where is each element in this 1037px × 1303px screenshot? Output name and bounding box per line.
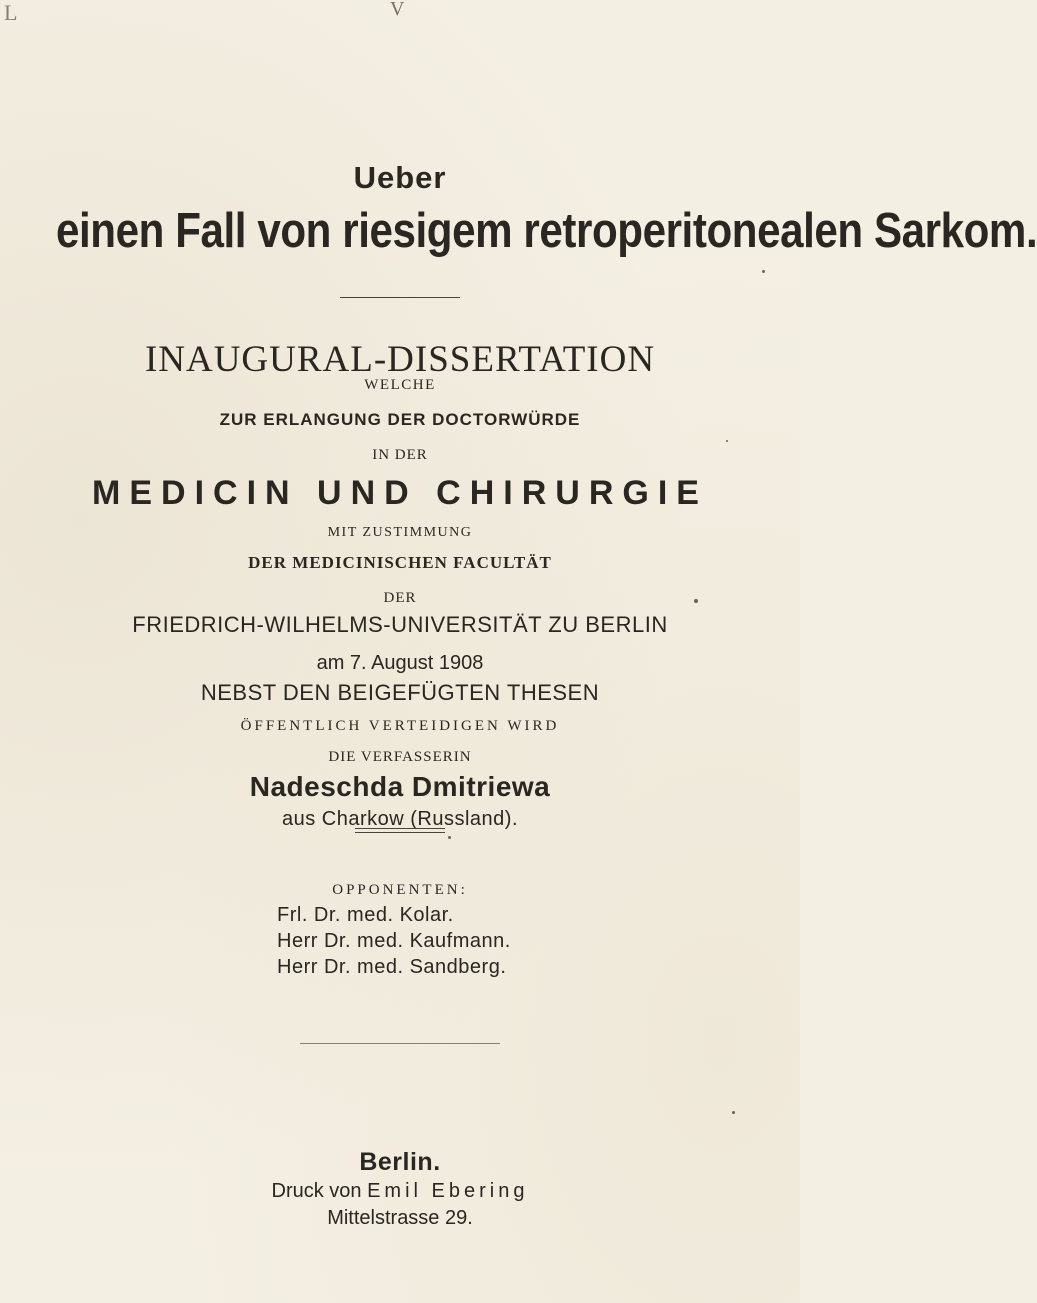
opponent-item: Frl. Dr. med. Kolar.	[277, 904, 454, 926]
divider-middle	[355, 828, 445, 829]
dissertation-heading: INAUGURAL-DISSERTATION	[144, 339, 656, 380]
opponent-item: Herr Dr. med. Kaufmann.	[277, 930, 511, 952]
defense-line: ÖFFENTLICH VERTEIDIGEN WIRD	[240, 718, 560, 734]
printer-name: Emil Ebering	[367, 1180, 529, 1202]
title-prefix: Ueber	[353, 160, 447, 195]
top-mark: V	[390, 0, 405, 20]
corner-mark: L	[4, 0, 18, 25]
paper-speck	[732, 1111, 735, 1114]
printer-address: Mittelstrasse 29.	[327, 1207, 473, 1229]
paper-speck	[448, 836, 451, 839]
der-line: DER	[383, 590, 417, 606]
author-label: DIE VERFASSERIN	[328, 749, 472, 765]
university-line: FRIEDRICH-WILHELMS-UNIVERSITÄT ZU BERLIN	[132, 612, 668, 637]
theses-line: NEBST DEN BEIGEFÜGTEN THESEN	[200, 680, 600, 705]
opponents-list	[277, 902, 511, 980]
divider-middle-second	[355, 832, 445, 833]
author-name: Nadeschda Dmitriewa	[249, 771, 551, 802]
paper-speck	[694, 599, 698, 603]
author-origin: aus Charkow (Russland).	[281, 808, 519, 830]
printer-prefix: Druck von	[271, 1180, 362, 1202]
faculty-field: MEDICIN UND CHIRURGIE	[92, 474, 708, 512]
in-der-line: IN DER	[372, 447, 428, 463]
page-title: einen Fall von riesigem retroperitonealen Sarkom.	[56, 204, 1037, 258]
faculty-line: DER MEDICINISCHEN FACULTÄT	[248, 553, 552, 572]
welche-line: WELCHE	[364, 377, 436, 393]
opponent-item: Herr Dr. med. Sandberg.	[277, 956, 507, 978]
imprint-city: Berlin.	[359, 1148, 441, 1176]
opponents-heading: OPPONENTEN:	[332, 882, 468, 898]
divider-top	[340, 297, 460, 298]
paper-speck	[726, 440, 728, 442]
printer-line	[0, 1180, 800, 1203]
consent-line: MIT ZUSTIMMUNG	[327, 525, 473, 540]
divider-bottom	[300, 1043, 500, 1044]
paper-speck	[762, 270, 765, 273]
date-line: am 7. August 1908	[316, 652, 484, 674]
degree-line: ZUR ERLANGUNG DER DOCTORWÜRDE	[219, 410, 581, 429]
